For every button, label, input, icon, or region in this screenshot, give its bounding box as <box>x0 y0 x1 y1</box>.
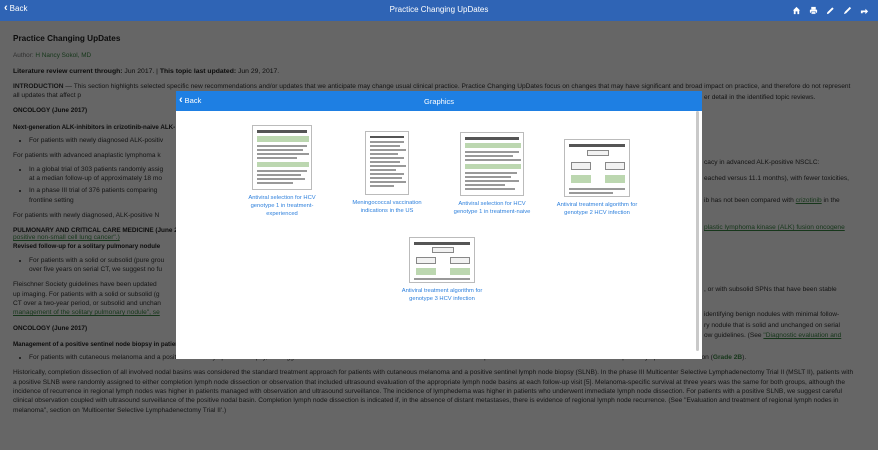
graphic-thumbnail <box>252 125 312 190</box>
graphic-caption[interactable]: Antiviral selection for HCV genotype 1 in treatment-experienced <box>248 195 316 217</box>
back-label: Back <box>9 4 28 13</box>
graphic-tile[interactable] <box>556 139 638 217</box>
graphic-thumbnail <box>460 132 524 196</box>
chevron-left-icon: ‹ <box>179 94 183 106</box>
chevron-left-icon: ‹ <box>4 2 8 14</box>
graphic-thumbnail <box>365 131 409 195</box>
modal-back-label: Back <box>184 96 202 105</box>
graphic-thumbnail <box>409 237 475 283</box>
graphic-caption[interactable]: Antiviral treatment algorithm for genotype 3 HCV infection <box>401 288 483 302</box>
graphic-caption[interactable]: Meningococcal vaccination indications in the US <box>352 200 422 214</box>
graphic-tile[interactable] <box>451 132 533 216</box>
graphic-tile[interactable] <box>241 125 323 218</box>
graphic-tile[interactable] <box>346 131 428 215</box>
graphic-caption[interactable]: Antiviral selection for HCV genotype 1 in treatment-naive <box>453 201 531 215</box>
graphic-thumbnail <box>564 139 630 197</box>
graphic-caption[interactable]: Antiviral treatment algorithm for genotype 2 HCV infection <box>556 202 638 216</box>
scrollbar-thumb[interactable] <box>696 111 699 351</box>
modal-header <box>176 91 702 111</box>
modal-scrollbar[interactable] <box>695 111 700 357</box>
graphic-tile[interactable] <box>401 237 483 303</box>
modal-title: Graphics <box>423 97 454 106</box>
graphics-modal <box>176 91 702 359</box>
page-title: Practice Changing UpDates <box>389 5 489 14</box>
